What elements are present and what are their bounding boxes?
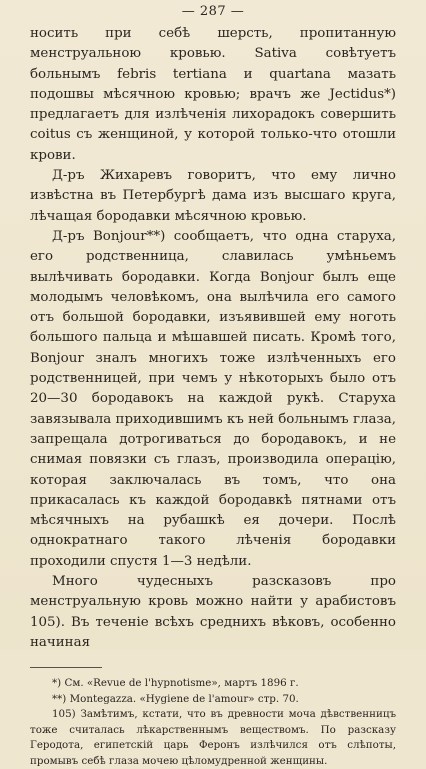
footnote: 105) Замѣтимъ, кстати, что въ древности моча дѣвственницъ тоже считалась лѣкарственнымъ веществомъ. По разсказу Геродота, египетскій царь Феронъ излѣчился отъ слѣпоты, промывъ себѣ глаза мочею цѣломудренной женщины. [30,708,396,767]
main-text [30,24,396,653]
paragraph: носить при себѣ шерсть, пропитанную менструальною кровью. Sativa совѣтуетъ больнымъ febris tertiana и quartana мазать подошвы мѣсячною кровью; врачъ же Jectidus*) предлагаетъ для излѣченія лихорадокъ совершить coitus съ женщиной, у которой только-что отошли крови. [30,26,396,163]
footnotes [30,676,396,769]
paragraph: Д-ръ Bonjour**) сообщаетъ, что одна старуха, его родственница, славилась умѣньемъ вылѣчивать бородавки. Когда Bonjour былъ еще молодымъ человѣкомъ, она вылѣчила его самого отъ большой бородавки, изъявившей ему ноготь большого пальца и мѣшавшей писать. Кромѣ того, Bonjour зналъ многихъ тоже излѣченныхъ его родственницей, при чемъ у нѣкоторыхъ было отъ 20—30 бородавокъ на каждой рукѣ. Старуха завязывала приходившимъ къ ней больнымъ глаза, запрещала дотрогиваться до бородавокъ, и не снимая повязки съ глазъ, производила операцію, которая заключалась въ томъ, что она прикасалась къ каждой бородавкѣ пятнами отъ мѣсячныхъ на рубашкѣ ея дочери. Послѣ однократнаго такого лѣченія бородавки проходили спустя 1—3 недѣли. [30,228,396,569]
footnote-divider [30,667,102,668]
paragraph: Много чудесныхъ разсказовъ про менструальную кровь можно найти у арабистовъ 105). Въ теченіе всѣхъ среднихъ вѣковъ, особенно начиная [30,574,396,650]
footnote: **) Montegazza. «Hygiene de l'amour» стр. 70. [52,692,299,705]
footnote: *) См. «Revue de l'hypnotisme», мартъ 1896 г. [52,677,299,690]
page-number: — 287 — [181,4,245,19]
paragraph: Д-ръ Жихаревъ говоритъ, что ему лично извѣстна въ Петербургѣ дама изъ высшаго круга, лѣчащая бородавки мѣсячною кровью. [30,168,396,224]
